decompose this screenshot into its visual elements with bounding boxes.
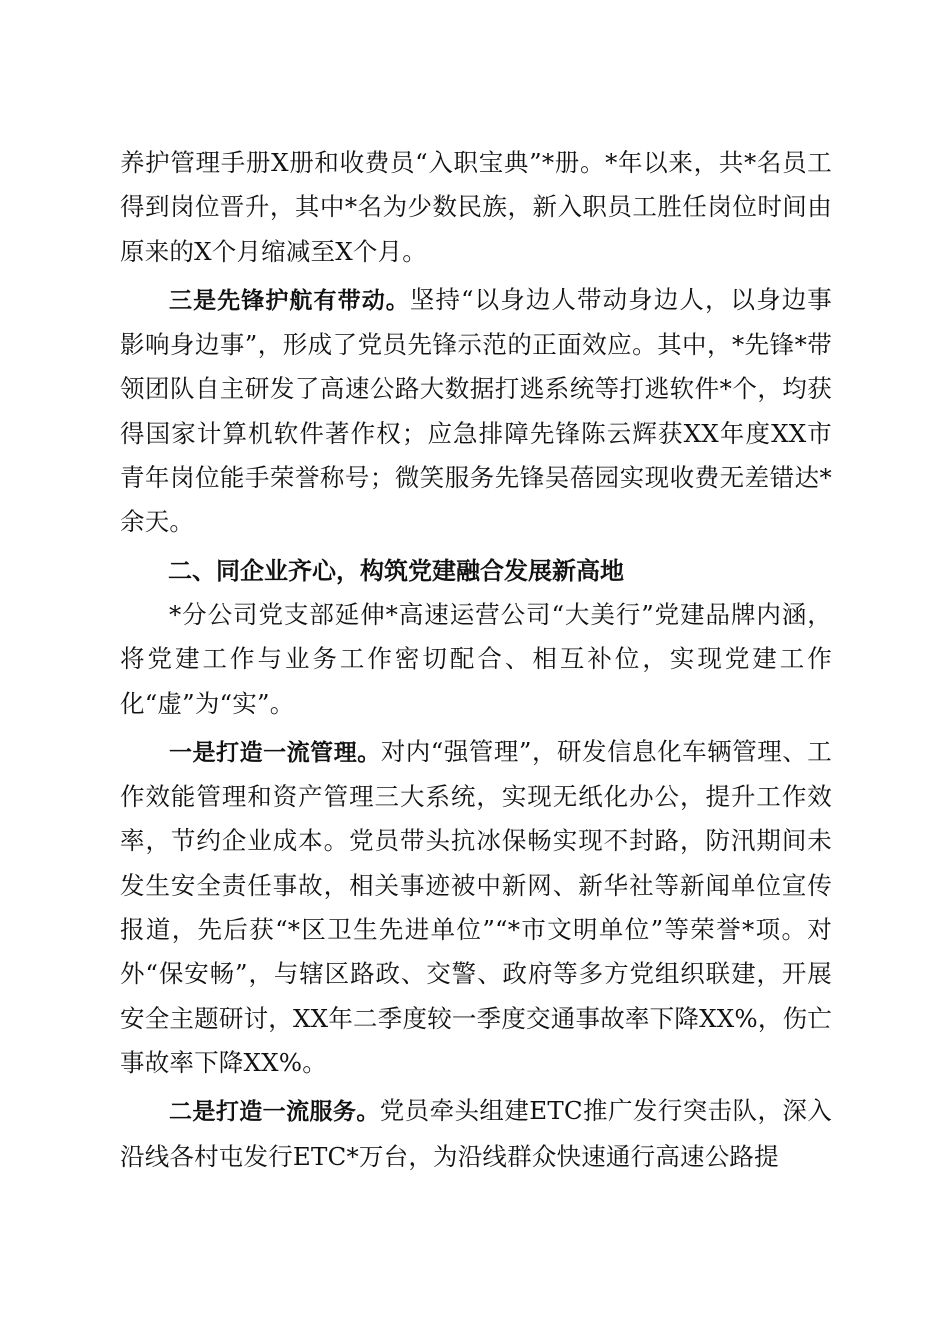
paragraph-management xyxy=(120,730,832,1085)
paragraph-continuation xyxy=(120,141,832,274)
paragraph-text: 坚持“以身边人带动身边人，以身边事影响身边事”，形成了党员先锋示范的正面效应。其中，*先锋*带领团队自主研发了高速公路大数据打逃系统等打逃软件*个，均获得国家计算机软件著作权；应急排障先锋陈云辉获XX年度XX市青年岗位能手荣誉称号；微笑服务先锋吴蓓园实现收费无差错达*余天。 xyxy=(120,284,832,537)
paragraph-text: 养护管理手册X册和收费员“入职宝典”*册。*年以来，共*名员工得到岗位晋升，其中*名为少数民族，新入职员工胜任岗位时间由原来的X个月缩减至X个月。 xyxy=(120,148,832,266)
paragraph-text: 党员牵头组建ETC推广发行突击队，深入沿线各村屯发行ETC*万台，为沿线群众快速通行高速公路提 xyxy=(120,1096,832,1171)
paragraph-lead: 一是打造一流管理。 xyxy=(169,739,381,766)
paragraph-text: *分公司党支部延伸*高速运营公司“大美行”党建品牌内涵，将党建工作与业务工作密切配合、相互补位，实现党建工作化“虚”为“实”。 xyxy=(120,599,832,718)
paragraph-intro xyxy=(120,593,832,726)
paragraph-lead: 二是打造一流服务。 xyxy=(169,1099,380,1126)
paragraph-service xyxy=(120,1089,832,1179)
paragraph-vanguard xyxy=(120,278,832,545)
document-body xyxy=(120,141,832,1179)
paragraph-lead: 三是先锋护航有带动。 xyxy=(169,287,410,314)
section-heading: 二、同企业齐心，构筑党建融合发展新高地 xyxy=(168,556,624,585)
paragraph-text: 对内“强管理”，研发信息化车辆管理、工作效能管理和资产管理三大系统，实现无纸化办公，提升工作效率，节约企业成本。党员带头抗冰保畅实现不封路，防汛期间未发生安全责任事故，相关事迹被中新网、新华社等新闻单位宣传报道，先后获“*区卫生先进单位”“*市文明单位”等荣誉*项。对外“保安畅”，与辖区路政、交警、政府等多方党组织联建，开展安全主题研讨，XX年二季度较一季度交通事故率下降XX%，伤亡事故率下降XX%。 xyxy=(120,736,832,1077)
